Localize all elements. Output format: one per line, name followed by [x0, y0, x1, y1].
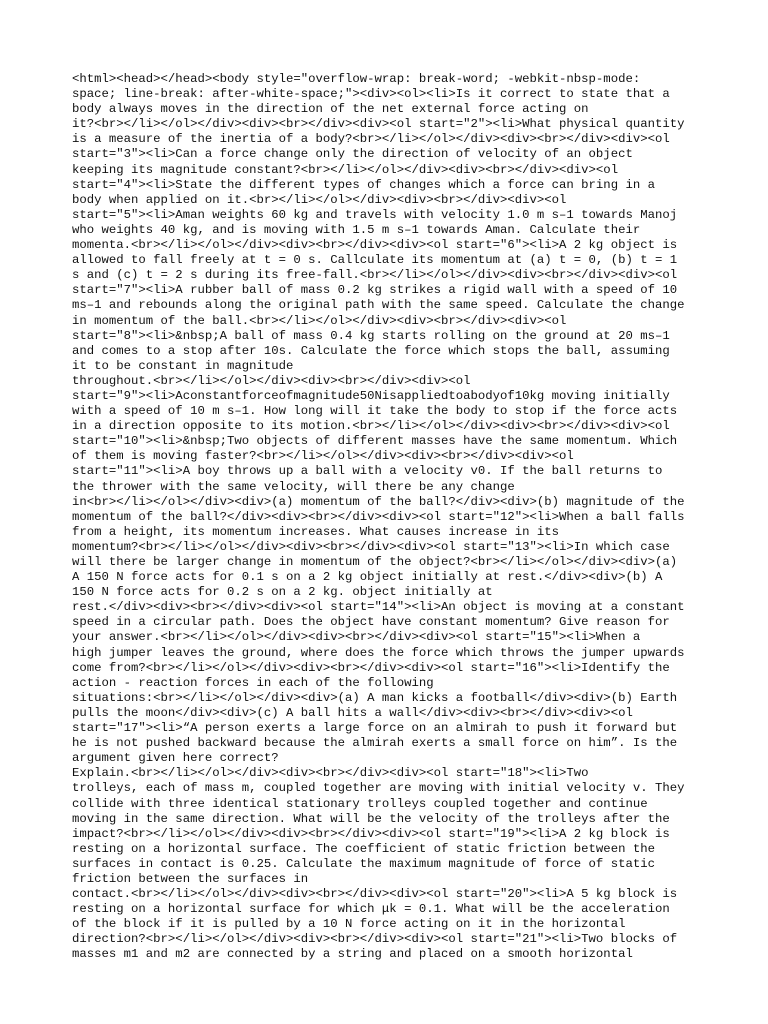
- text-line: masses m1 and m2 are connected by a string and placed on a smooth horizontal: [72, 947, 633, 962]
- text-line: who weights 40 kg, and is moving with 1.5 m s–1 towards Aman. Calculate their: [72, 222, 641, 237]
- text-line: space; line-break: after-white-space;"><div><ol><li>Is it correct to state that a: [72, 87, 670, 102]
- text-line: start="11"><li>A boy throws up a ball with a velocity v0. If the ball returns to: [72, 464, 663, 479]
- text-line: rest.</div><div><br></div><div><ol start="14"><li>An object is moving at a constant: [72, 600, 685, 615]
- text-line: start="4"><li>State the different types of changes which a force can bring in a: [72, 177, 655, 192]
- text-line: A 150 N force acts for 0.1 s on a 2 kg object initially at rest.</div><div>(b) A: [72, 570, 663, 585]
- text-line: start="5"><li>Aman weights 60 kg and travels with velocity 1.0 m s–1 towards Manoj: [72, 207, 678, 222]
- text-line: start="3"><li>Can a force change only the direction of velocity of an object: [72, 147, 633, 162]
- text-line: argument given here correct?: [72, 751, 279, 766]
- text-line: the thrower with the same velocity, will there be any change: [72, 479, 515, 494]
- text-line: Explain.<br></li></ol></div><div><br></div><div><ol start="18"><li>Two: [72, 766, 589, 781]
- text-line: momentum of the ball?</div><div><br></div><div><ol start="12"><li>When a ball falls: [72, 509, 685, 524]
- text-line: impact?<br></li></ol></div><div><br></div><div><ol start="19"><li>A 2 kg block is: [72, 826, 670, 841]
- text-line: body always moves in the direction of the net external force acting on: [72, 102, 589, 117]
- text-line: collide with three identical stationary trolleys coupled together and continue: [72, 796, 648, 811]
- text-line: come from?<br></li></ol></div><div><br></div><div><ol start="16"><li>Identify the: [72, 660, 670, 675]
- text-line: 150 N force acts for 0.2 s on a 2 kg. object initially at: [72, 585, 493, 600]
- text-line: trolleys, each of mass m, coupled together are moving with initial velocity v. They: [72, 781, 685, 796]
- text-line: of them is moving faster?<br></li></ol></div><div><br></div><div><ol: [72, 449, 574, 464]
- text-line: it?<br></li></ol></div><div><br></div><div><ol start="2"><li>What physical quantity: [72, 117, 685, 132]
- source-text-document: [72, 72, 698, 963]
- text-line: from a height, its momentum increases. What causes increase in its: [72, 524, 560, 539]
- text-line: in a direction opposite to its motion.<br></li></ol></div><div><br></div><div><ol: [72, 419, 670, 434]
- text-line: in<br></li></ol></div><div>(a) momentum of the ball?</div><div>(b) magnitude of the: [72, 494, 685, 509]
- text-line: friction between the surfaces in: [72, 871, 309, 886]
- text-line: resting on a horizontal surface. The coefficient of static friction between the: [72, 841, 655, 856]
- text-line: moving in the same direction. What will be the velocity of the trolleys after the: [72, 811, 670, 826]
- text-line: of the block if it is pulled by a 10 N force acting on it in the horizontal: [72, 917, 626, 932]
- text-line: it to be constant in magnitude: [72, 358, 294, 373]
- text-line: contact.<br></li></ol></div><div><br></div><div><ol start="20"><li>A 5 kg block is: [72, 887, 678, 902]
- text-line: resting on a horizontal surface for which μk = 0.1. What will be the acceleration: [72, 902, 670, 917]
- text-line: high jumper leaves the ground, where does the force which throws the jumper upwards: [72, 645, 685, 660]
- text-line: direction?<br></li></ol></div><div><br></div><div><ol start="21"><li>Two blocks of: [72, 932, 678, 947]
- text-line: momentum?<br></li></ol></div><div><br></div><div><ol start="13"><li>In which case: [72, 539, 670, 554]
- text-line: start="17"><li>“A person exerts a large force on an almirah to push it forward but: [72, 721, 678, 736]
- text-line: your answer.<br></li></ol></div><div><br></div><div><ol start="15"><li>When a: [72, 630, 641, 645]
- text-line: <html><head></head><body style="overflow-wrap: break-word; -webkit-nbsp-mode:: [72, 72, 641, 86]
- text-line: with a speed of 10 m s–1. How long will it take the body to stop if the force acts: [72, 404, 678, 419]
- text-line: in momentum of the ball.<br></li></ol></div><div><br></div><div><ol: [72, 313, 567, 328]
- text-line: body when applied on it.<br></li></ol></div><div><br></div><div><ol: [72, 192, 567, 207]
- text-line: surfaces in contact is 0.25. Calculate the maximum magnitude of force of static: [72, 856, 655, 871]
- text-line: keeping its magnitude constant?<br></li></ol></div><div><br></div><div><ol: [72, 162, 619, 177]
- text-line: pulls the moon</div><div>(c) A ball hits a wall</div><div><br></div><div><ol: [72, 705, 633, 720]
- text-line: action - reaction forces in each of the following: [72, 675, 434, 690]
- text-line: momenta.<br></li></ol></div><div><br></div><div><ol start="6"><li>A 2 kg object is: [72, 238, 678, 253]
- text-line: and comes to a stop after 10s. Calculate the force which stops the ball, assuming: [72, 343, 670, 358]
- text-line: start="10"><li>&nbsp;Two objects of different masses have the same momentum. Which: [72, 434, 678, 449]
- text-line: start="8"><li>&nbsp;A ball of mass 0.4 kg starts rolling on the ground at 20 ms–1: [72, 328, 670, 343]
- text-line: situations:<br></li></ol></div><div>(a) A man kicks a football</div><div>(b) Earth: [72, 690, 678, 705]
- text-line: will there be larger change in momentum of the object?<br></li></ol></div><div>(a): [72, 555, 678, 569]
- text-line: is a measure of the inertia of a body?<br></li></ol></div><div><br></div><div><ol: [72, 132, 670, 147]
- text-line: speed in a circular path. Does the object have constant momentum? Give reason for: [72, 615, 670, 630]
- text-line: throughout.<br></li></ol></div><div><br></div><div><ol: [72, 373, 471, 388]
- text-line: he is not pushed backward because the almirah exerts a small force on him”. Is the: [72, 736, 678, 751]
- text-line: allowed to fall freely at t = 0 s. Callculate its momentum at (a) t = 0, (b) t = 1: [72, 253, 678, 268]
- text-line: s and (c) t = 2 s during its free-fall.<br></li></ol></div><div><br></div><div><ol: [72, 268, 678, 283]
- text-line: start="9"><li>Aconstantforceofmagnitude50Nisappliedtoabodyof10kg moving initially: [72, 388, 670, 403]
- text-line: start="7"><li>A rubber ball of mass 0.2 kg strikes a rigid wall with a speed of 10: [72, 283, 678, 298]
- text-line: ms–1 and rebounds along the original path with the same speed. Calculate the change: [72, 298, 685, 313]
